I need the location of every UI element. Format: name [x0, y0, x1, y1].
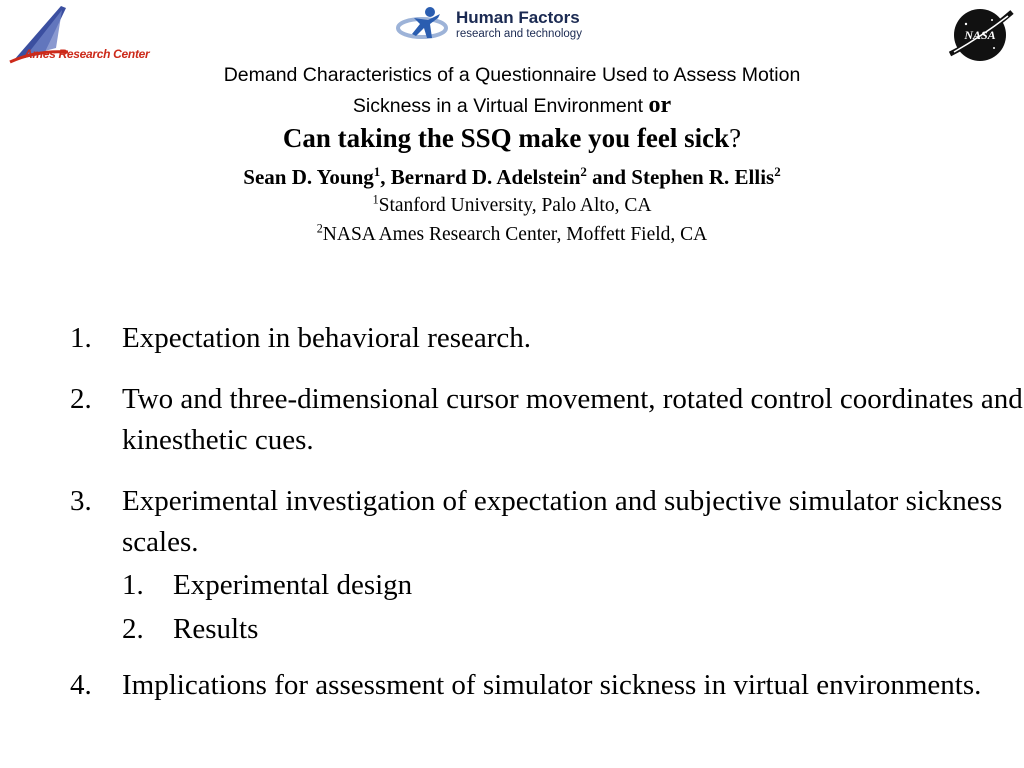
title-line-2: [0, 90, 1024, 121]
author-separator: and: [586, 165, 632, 189]
affiliation-mark: 2: [316, 221, 323, 236]
title-line-1: Demand Characteristics of a Questionnaire Used to Assess Motion: [223, 64, 801, 86]
outline-item-text: Two and three-dimensional cursor movement, rotated control coordinates and kinesthetic cues.: [122, 383, 1023, 456]
outline-item: [0, 318, 1024, 359]
nasa-logo-icon: [946, 6, 1016, 64]
outline-subitem: [0, 607, 1024, 651]
outline-item-number: 2.: [70, 383, 92, 415]
subtitle-question-mark: ?: [729, 123, 742, 153]
human-factors-title: Human Factors: [456, 8, 580, 27]
human-factors-logo: [394, 4, 624, 44]
subtitle-main: Can taking the SSQ make you feel sick: [282, 123, 730, 153]
outline-item-number: 3.: [70, 485, 92, 517]
author-name: Stephen R. Ellis: [631, 165, 775, 189]
nasa-meatball-logo: [946, 6, 1016, 64]
ames-logo-text: Ames Research Center: [24, 47, 150, 61]
outline-subitem-number: 2.: [122, 613, 144, 645]
author-affiliation-mark: 1: [373, 164, 381, 179]
outline-item: [0, 481, 1024, 563]
outline-list: [0, 318, 1024, 726]
human-figure-icon: [394, 4, 454, 44]
outline-item: [0, 665, 1024, 706]
outline-subitem-number: 1.: [122, 569, 144, 601]
outline-subitem: [0, 563, 1024, 607]
affiliation-text: Stanford University, Palo Alto, CA: [378, 195, 652, 216]
outline-item-text: Expectation in behavioral research.: [122, 322, 532, 354]
author-affiliation-mark: 2: [580, 164, 587, 179]
ames-research-center-logo: [6, 2, 150, 66]
title-line-2-text: Sickness in a Virtual Environment: [352, 95, 644, 117]
author-list: [0, 163, 1024, 191]
title-or: or: [648, 92, 672, 118]
outline-item-number: 1.: [70, 322, 92, 354]
author-name: Sean D. Young: [243, 165, 374, 189]
affiliation-1: [0, 191, 1024, 220]
outline-item-number: 4.: [70, 669, 92, 701]
outline-item-text: Experimental investigation of expectation and subjective simulator sickness scales.: [122, 485, 1003, 558]
outline-item-text: Implications for assessment of simulator sickness in virtual environments.: [122, 669, 982, 701]
outline-subitem-text: Experimental design: [173, 569, 413, 601]
affiliation-2: [0, 220, 1024, 249]
human-factors-subtitle: research and technology: [456, 28, 582, 40]
affiliation-text: NASA Ames Research Center, Moffett Field, CA: [322, 224, 708, 245]
subtitle: [0, 121, 1024, 155]
author-affiliation-mark: 2: [774, 164, 781, 179]
outline-item: [0, 379, 1024, 461]
outline-subitem-text: Results: [173, 613, 259, 645]
outline-sublist: [0, 563, 1024, 651]
title-block: [0, 60, 1024, 249]
author-separator: ,: [380, 165, 391, 189]
nasa-logo-text: NASA: [964, 28, 996, 42]
author-name: Bernard D. Adelstein: [390, 165, 581, 189]
affiliation-mark: 1: [372, 192, 379, 207]
